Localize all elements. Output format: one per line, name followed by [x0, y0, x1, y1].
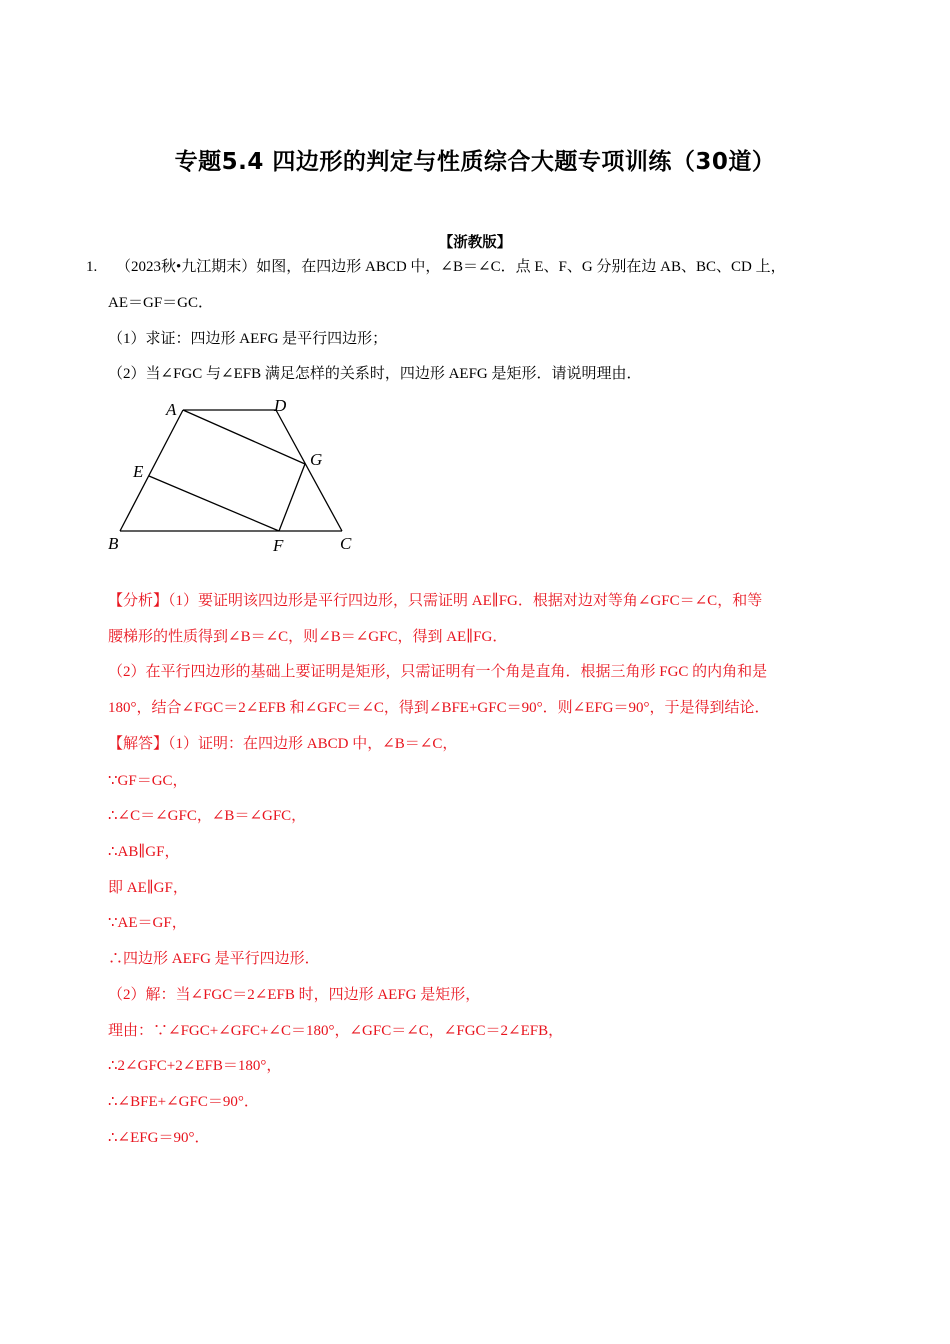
edition-label: 【浙教版】 — [438, 235, 512, 251]
answer-line-6: ∵AE＝GF， — [108, 915, 187, 931]
answer-line-1 — [108, 734, 457, 754]
answer-line-12: ∴∠EFG＝90°． — [108, 1130, 210, 1146]
question-part-1: （1）求证：四边形 AEFG 是平行四边形； — [108, 331, 388, 347]
analysis-line-4: 180°，结合∠FGC＝2∠EFB 和∠GFC＝∠C，得到∠BFE+GFC＝90°．则∠EFG＝90°，于是得到结论． — [108, 700, 770, 716]
question-number: 1. — [86, 259, 98, 275]
answer-line-9: 理由：∵∠FGC+∠GFC+∠C＝180°，∠GFC＝∠C，∠FGC＝2∠EFB， — [108, 1023, 564, 1039]
label-c: C — [340, 534, 352, 553]
question-stem-line-2: AE＝GF＝GC． — [108, 295, 214, 311]
analysis-tag: 【分析】 — [108, 593, 169, 609]
label-f: F — [273, 536, 284, 555]
answer-line-10: ∴2∠GFC+2∠EFB＝180°， — [108, 1058, 282, 1074]
segment-ab — [120, 410, 183, 531]
analysis-line-2: 腰梯形的性质得到∠B＝∠C，则∠B＝∠GFC，得到 AE∥FG． — [108, 629, 508, 645]
answer-line-4: ∴AB∥GF， — [108, 844, 180, 860]
label-b: B — [108, 534, 119, 553]
label-d: D — [274, 396, 287, 415]
answer-line-2: ∵GF＝GC， — [108, 773, 188, 789]
answer-text-1: （1）证明：在四边形 ABCD 中，∠B＝∠C， — [168, 736, 458, 752]
analysis-line-3: （2）在平行四边形的基础上要证明是矩形，只需证明有一个角是直角．根据三角形 FGC 的内角和是 — [108, 664, 768, 680]
label-a: A — [166, 400, 177, 419]
page-title: 专题5.4 四边形的判定与性质综合大题专项训练（30道） — [174, 149, 776, 175]
figure-lines — [120, 410, 342, 531]
answer-line-7: ∴四边形 AEFG 是平行四边形． — [108, 951, 320, 967]
label-g: G — [310, 450, 323, 469]
segment-ag — [183, 410, 305, 464]
segment-dc — [276, 410, 342, 531]
label-e: E — [133, 462, 144, 481]
question-text: （2023秋•九江期末）如图，在四边形 ABCD 中，∠B＝∠C．点 E、F、G 分别在边 AB、BC、CD 上， — [116, 259, 786, 275]
analysis-text-1: （1）要证明该四边形是平行四边形，只需证明 AE∥FG．根据对边对等角∠GFC＝∠C，和等 — [168, 593, 763, 609]
analysis-line-1 — [108, 591, 762, 611]
answer-line-5: 即 AE∥GF， — [108, 880, 188, 896]
question-part-2: （2）当∠FGC 与∠EFB 满足怎样的关系时，四边形 AEFG 是矩形．请说明理由． — [108, 366, 642, 382]
answer-line-8: （2）解：当∠FGC＝2∠EFB 时，四边形 AEFG 是矩形， — [108, 987, 481, 1003]
answer-tag: 【解答】 — [108, 736, 169, 752]
segment-gf — [279, 464, 305, 531]
answer-line-3: ∴∠C＝∠GFC，∠B＝∠GFC， — [108, 808, 307, 824]
segment-ef — [149, 476, 279, 531]
answer-line-11: ∴∠BFE+∠GFC＝90°． — [108, 1094, 259, 1110]
question-stem-line-1 — [86, 257, 786, 277]
